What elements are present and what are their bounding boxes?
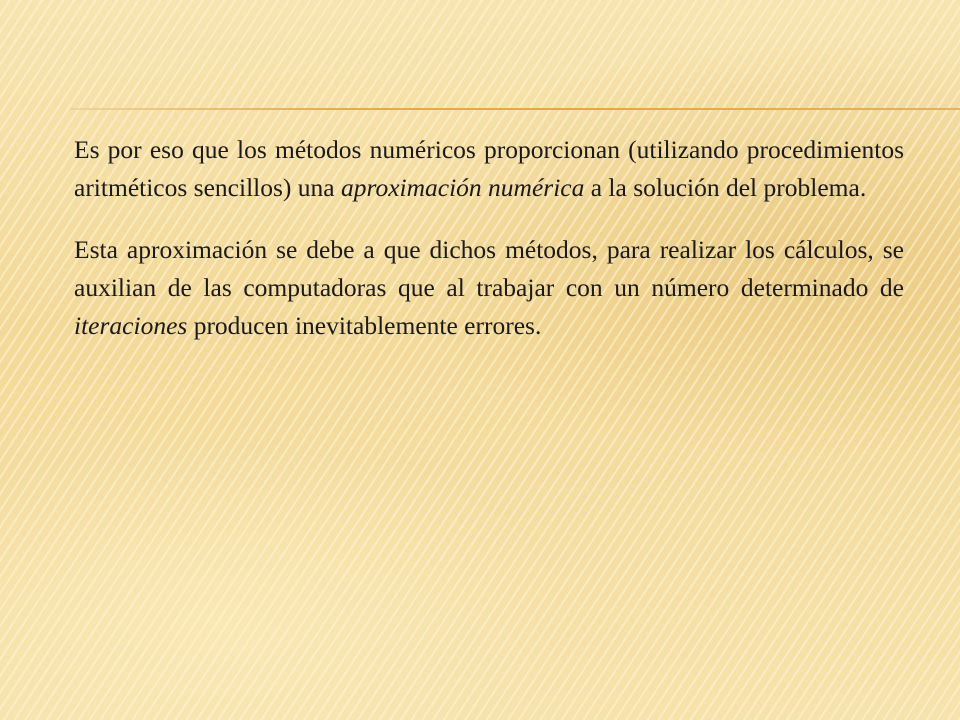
paragraph-1-emphasis: aproximación numérica [340, 173, 585, 202]
body-text [74, 131, 904, 369]
paragraph-2-text-end: producen inevitablemente errores. [187, 311, 542, 340]
paragraph-2-emphasis: iteraciones [74, 311, 188, 340]
paragraph-1-text-end: a la solución del problema. [584, 173, 867, 202]
paragraph-2 [74, 231, 904, 345]
paragraph-1 [74, 131, 904, 207]
paragraph-1-text-start: Es por eso que los métodos numéricos proporcionan (utilizando procedimientos aritméticos sencillos) una [74, 135, 904, 202]
title-divider-line [70, 108, 960, 110]
paragraph-2-text-start: Esta aproximación se debe a que dichos métodos, para realizar los cálculos, se auxilian de las computadoras que al trabajar con un número determinado de [74, 235, 904, 302]
